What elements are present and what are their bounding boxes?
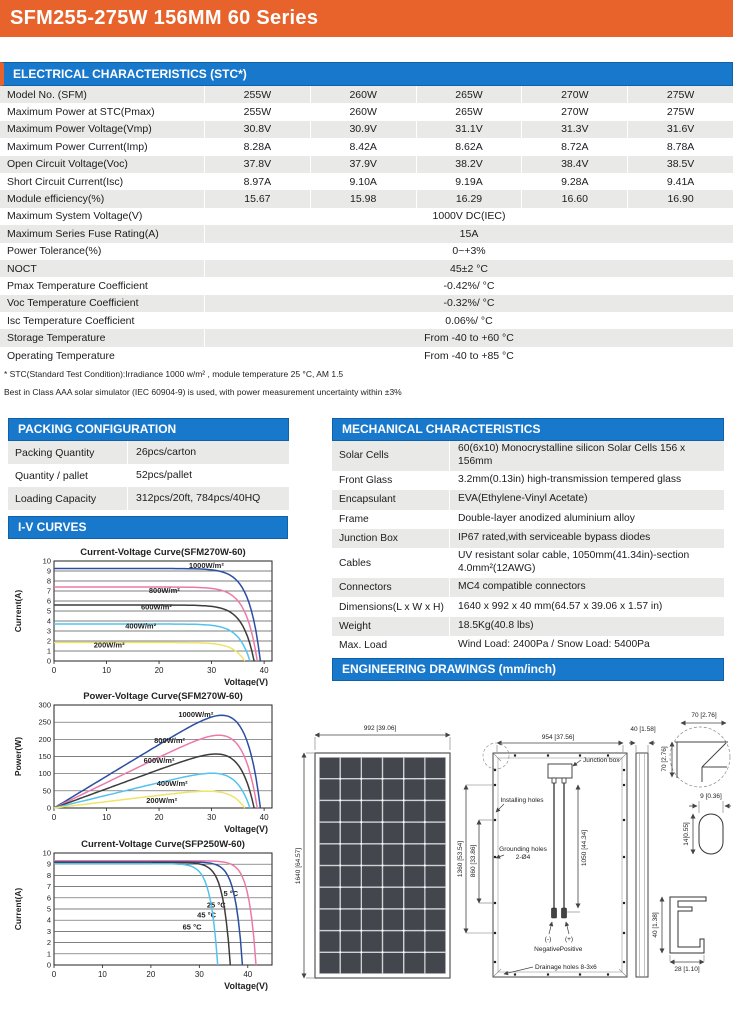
front-view-drawing — [295, 725, 450, 978]
cell-value: 38.5V — [666, 158, 695, 171]
chart-2 — [8, 836, 290, 1009]
row-label: NOCT — [0, 260, 205, 277]
cell-value: 8.62A — [417, 138, 523, 155]
cable-length-dim: 1050 [44.34] — [581, 829, 588, 867]
title-banner — [0, 0, 733, 37]
thickness-dim: 40 [1.58] — [630, 726, 656, 733]
y-tick-label: 4 — [46, 616, 51, 626]
table-row — [332, 529, 724, 548]
series-label: 45 °C — [197, 910, 217, 920]
row-label: Module efficiency(%) — [0, 190, 205, 207]
cell-value: 15.67 — [205, 190, 311, 207]
y-tick-label: 5 — [46, 606, 51, 616]
row-label: Max. Load — [332, 636, 450, 655]
table-row — [0, 312, 733, 329]
packing-section — [8, 418, 289, 510]
front-height-dim: 1640 [64.57] — [295, 847, 302, 885]
rear-width-dim: 954 [37.56] — [541, 734, 575, 741]
cell-value-span: 1000V DC(IEC) — [432, 210, 506, 223]
x-tick-label: 20 — [146, 970, 156, 979]
mechanical-section-header: MECHANICAL CHARACTERISTICS — [332, 418, 724, 441]
footnote-2: Best in Class AAA solar simulator (IEC 60904-9) is used, with power measurement uncertainty within ±3% — [4, 387, 402, 397]
row-value: 52pcs/pallet — [136, 468, 193, 481]
row-label: Weight — [332, 617, 450, 636]
positive-sign: (+) — [564, 936, 574, 943]
table-row — [0, 295, 733, 312]
table-row — [0, 121, 733, 138]
cell-value-span: 0.06%/ °C — [445, 314, 493, 327]
electrical-table-body — [0, 86, 733, 364]
x-tick-label: 40 — [259, 813, 269, 822]
row-label: Isc Temperature Coefficient — [0, 312, 205, 329]
frame-cross-section — [652, 897, 706, 973]
y-tick-label: 100 — [38, 769, 51, 779]
mc4-connector-positive — [562, 908, 567, 918]
table-row — [0, 277, 733, 294]
dim-860: 860 [33.86] — [470, 844, 477, 878]
mechanical-table-body — [332, 441, 724, 656]
chart-title: Current-Voltage Curve(SFM270W-60) — [80, 547, 246, 558]
cell-value: 255W — [205, 103, 311, 120]
y-tick-label: 9 — [46, 859, 51, 869]
x-tick-label: 0 — [51, 970, 57, 979]
table-row — [0, 243, 733, 260]
table-row — [0, 103, 733, 120]
table-row — [332, 441, 724, 471]
chart-iv-sfm270 — [8, 544, 290, 691]
x-tick-label: 30 — [207, 813, 217, 822]
table-row — [332, 471, 724, 490]
cell-value: 275W — [666, 88, 695, 101]
x-tick-label: 10 — [102, 813, 111, 822]
rear-view-drawing — [457, 734, 627, 977]
row-value: 26pcs/carton — [136, 445, 197, 458]
y-tick-label: 7 — [46, 882, 51, 892]
dim-1360: 1360 [53.54] — [457, 840, 464, 878]
y-tick-label: 1 — [46, 949, 51, 959]
cell-value: 8.28A — [205, 138, 311, 155]
cell-value: 16.60 — [522, 190, 628, 207]
x-tick-label: 20 — [154, 666, 164, 675]
cell-value-span: From -40 to +85 °C — [424, 349, 514, 362]
cell-value-span: 0~+3% — [452, 245, 486, 258]
chart-1 — [8, 688, 290, 839]
table-row — [0, 173, 733, 190]
chart-svg — [8, 688, 290, 834]
cell-value: 30.8V — [205, 121, 311, 138]
cell-value: 8.78A — [666, 140, 695, 153]
table-row — [332, 510, 724, 529]
y-tick-label: 3 — [46, 926, 51, 936]
row-label: Maximum Series Fuse Rating(A) — [0, 225, 205, 242]
series-label: 800W/m² — [154, 735, 185, 745]
cell-value: 30.9V — [311, 121, 417, 138]
grounding-holes-size: 2-Ø4 — [515, 854, 531, 861]
y-tick-label: 0 — [46, 960, 51, 970]
x-tick-label: 0 — [51, 813, 57, 822]
cell-value-span: -0.42%/ °C — [443, 279, 495, 292]
drainage-holes-label: Drainage holes 8-3x6 — [535, 964, 597, 971]
packing-section-header: PACKING CONFIGURATION — [8, 418, 289, 441]
chart-iv-sfp250 — [8, 836, 290, 1009]
series-label: 400W/m² — [156, 778, 188, 788]
junction-box — [548, 764, 572, 778]
y-tick-label: 8 — [46, 870, 51, 880]
y-tick-label: 2 — [46, 636, 51, 646]
table-row — [0, 190, 733, 207]
x-tick-label: 10 — [102, 666, 111, 675]
y-tick-label: 7 — [46, 586, 51, 596]
corner-detail-drawing — [661, 712, 730, 787]
row-label: Maximum Power Current(Imp) — [0, 138, 205, 155]
slot-width-dim: 9 [0.36] — [700, 793, 722, 800]
row-label: Power Tolerance(%) — [0, 243, 205, 260]
cell-value: 9.19A — [417, 173, 523, 190]
cell-value: 38.4V — [522, 156, 628, 173]
series-label: 65 °C — [182, 922, 202, 932]
y-tick-label: 50 — [42, 786, 51, 796]
cell-value: 37.8V — [205, 156, 311, 173]
table-row — [0, 86, 733, 103]
series-label: 5 °C — [223, 888, 239, 898]
cell-value: 265W — [417, 103, 523, 120]
table-row — [332, 548, 724, 578]
y-tick-label: 6 — [46, 596, 51, 606]
cell-value: 37.9V — [311, 156, 417, 173]
cell-value-span: 15A — [459, 227, 479, 240]
page-title: SFM255-275W 156MM 60 Series — [10, 7, 319, 29]
mounting-slot-detail — [683, 793, 731, 854]
y-tick-label: 150 — [38, 752, 51, 761]
cell-value-span: 45±2 °C — [450, 262, 488, 275]
table-row — [0, 138, 733, 155]
series-label: 25 °C — [206, 900, 226, 910]
cell-value: 9.28A — [522, 173, 628, 190]
row-value: IP67 rated,with serviceable bypass diodes — [458, 532, 651, 544]
cell-value: 8.42A — [311, 138, 417, 155]
engineering-drawings — [290, 700, 733, 1009]
cell-value: 260W — [311, 86, 417, 103]
row-value: UV resistant solar cable, 1050mm(41.34in)-section 4.0mm²(12AWG) — [458, 550, 690, 575]
series-label: 800W/m² — [148, 586, 180, 595]
row-label: Junction Box — [332, 529, 450, 548]
x-axis-label: Voltage(V) — [224, 824, 268, 834]
mc4-connector-negative — [552, 908, 557, 918]
electrical-section-header: ELECTRICAL CHARACTERISTICS (STC*) — [0, 62, 733, 86]
panel-rear-frame — [493, 753, 627, 977]
table-row — [332, 578, 724, 597]
cell-value: 16.90 — [667, 193, 694, 206]
row-value: 312pcs/20ft, 784pcs/40HQ — [136, 491, 261, 504]
cell-value-span: From -40 to +60 °C — [424, 332, 514, 345]
row-label: Front Glass — [332, 471, 450, 490]
x-tick-label: 40 — [259, 666, 269, 675]
cell-value: 9.41A — [666, 175, 695, 188]
table-row — [332, 636, 724, 655]
row-label: Quantity / pallet — [8, 464, 128, 487]
y-tick-label: 0 — [46, 803, 51, 813]
footnote-1: * STC(Standard Test Condition):Irradiance 1000 w/m² , module temperature 25 °C, AM 1.5 — [4, 369, 344, 379]
series-label: 1000W/m² — [188, 561, 224, 570]
cell-value: 9.10A — [311, 173, 417, 190]
table-row — [0, 208, 733, 225]
table-row — [332, 490, 724, 509]
series-label: 200W/m² — [146, 795, 178, 805]
table-row — [0, 329, 733, 346]
x-axis-label: Voltage(V) — [224, 677, 268, 686]
corner-height-dim: 70 [2.76] — [661, 746, 668, 772]
y-axis-label: Current(A) — [13, 589, 23, 633]
chart-title: Current-Voltage Curve(SFP250W-60) — [81, 839, 245, 850]
chart-title: Power-Voltage Curve(SFM270W-60) — [83, 691, 243, 702]
cell-value: 31.6V — [666, 123, 695, 136]
y-tick-label: 10 — [42, 556, 51, 566]
x-tick-label: 10 — [97, 970, 107, 979]
cell-value: 31.3V — [522, 121, 628, 138]
row-value: MC4 compatible connectors — [458, 581, 586, 593]
chart-pv-sfm270 — [8, 688, 290, 839]
engineering-section-header: ENGINEERING DRAWINGS (mm/inch) — [332, 658, 724, 681]
table-row — [8, 441, 289, 464]
row-label: Maximum Power Voltage(Vmp) — [0, 121, 205, 138]
cell-value: 255W — [205, 86, 311, 103]
negative-sign: (-) — [544, 936, 552, 943]
x-axis-label: Voltage(V) — [224, 981, 268, 991]
y-tick-label: 2 — [46, 938, 51, 948]
row-label: Voc Temperature Coefficient — [0, 295, 205, 312]
mechanical-section — [332, 418, 724, 656]
x-tick-label: 0 — [51, 666, 57, 675]
chart-svg — [8, 544, 290, 686]
cell-value: 275W — [666, 106, 695, 119]
y-axis-label: Current(A) — [13, 887, 23, 931]
x-tick-label: 30 — [194, 970, 204, 979]
cell-value: 31.1V — [417, 121, 523, 138]
y-tick-label: 1 — [46, 646, 51, 656]
row-value: 1640 x 992 x 40 mm(64.57 x 39.06 x 1.57 in) — [458, 600, 663, 612]
row-label: Pmax Temperature Coefficient — [0, 277, 205, 294]
table-row — [8, 487, 289, 510]
series-label: 400W/m² — [125, 621, 157, 631]
cell-value: 270W — [522, 86, 628, 103]
row-label: Loading Capacity — [8, 487, 128, 510]
cell-value: 260W — [311, 103, 417, 120]
y-tick-label: 10 — [42, 848, 51, 858]
cell-value: 265W — [417, 86, 523, 103]
row-label: Connectors — [332, 578, 450, 597]
y-tick-label: 0 — [46, 656, 51, 666]
series-label: 200W/m² — [93, 640, 125, 650]
y-tick-label: 8 — [46, 576, 51, 586]
installing-holes-label: Installing holes — [500, 797, 544, 804]
row-label: Open Circuit Voltage(Voc) — [0, 156, 205, 173]
y-tick-label: 6 — [46, 893, 51, 903]
profile-width-dim: 28 [1.10] — [674, 966, 700, 973]
y-tick-label: 200 — [38, 734, 51, 744]
cell-value: 8.72A — [522, 138, 628, 155]
row-value: 3.2mm(0.13in) high-transmission tempered glass — [458, 473, 682, 485]
row-label: Maximum Power at STC(Pmax) — [0, 103, 205, 120]
row-label: Maximum System Voltage(V) — [0, 208, 205, 225]
row-label: Frame — [332, 510, 450, 529]
table-row — [332, 597, 724, 616]
row-label: Model No. (SFM) — [0, 86, 205, 103]
series-label: 600W/m² — [141, 602, 172, 612]
y-tick-label: 300 — [38, 700, 51, 710]
profile-height-dim: 40 [1.38] — [652, 912, 659, 938]
chart-svg — [8, 836, 290, 1004]
row-value: Double-layer anodized aluminium alloy — [458, 512, 635, 524]
table-row — [8, 464, 289, 487]
table-row — [0, 347, 733, 364]
x-tick-label: 30 — [207, 666, 217, 675]
x-tick-label: 20 — [154, 813, 164, 822]
cell-value-span: -0.32%/ °C — [443, 297, 495, 310]
grounding-holes-label: Grounding holes — [499, 846, 547, 853]
row-label: Storage Temperature — [0, 329, 205, 346]
series-label: 600W/m² — [143, 756, 175, 766]
row-label: Packing Quantity — [8, 441, 128, 464]
table-row — [332, 617, 724, 636]
negative-label: Negative — [534, 946, 560, 953]
row-label: Operating Temperature — [0, 347, 205, 364]
row-label: Encapsulant — [332, 490, 450, 509]
side-profile-drawing — [629, 726, 656, 977]
row-label: Short Circuit Current(Isc) — [0, 173, 205, 190]
cell-value: 8.97A — [205, 173, 311, 190]
electrical-section — [0, 62, 733, 364]
packing-table-body — [8, 441, 289, 510]
junction-box-label: Junction box — [583, 757, 620, 764]
row-label: Solar Cells — [332, 441, 450, 471]
cell-value: 15.98 — [311, 190, 417, 207]
x-tick-label: 40 — [243, 970, 253, 979]
y-tick-label: 250 — [38, 717, 51, 727]
y-tick-label: 5 — [46, 904, 51, 914]
corner-width-dim: 70 [2.76] — [691, 712, 717, 719]
table-row — [0, 156, 733, 173]
row-value: Wind Load: 2400Pa / Snow Load: 5400Pa — [458, 639, 650, 651]
y-axis-label: Power(W) — [13, 736, 23, 777]
positive-label: Positive — [559, 946, 583, 953]
table-row — [0, 225, 733, 242]
row-value: 18.5Kg(40.8 lbs) — [458, 620, 534, 632]
cell-value: 270W — [522, 103, 628, 120]
row-value: EVA(Ethylene-Vinyl Acetate) — [458, 493, 588, 505]
chart-0 — [8, 544, 290, 691]
series-label: 1000W/m² — [178, 710, 214, 720]
table-row — [0, 260, 733, 277]
y-tick-label: 9 — [46, 566, 51, 576]
slot-height-dim: 14[0.55] — [683, 822, 690, 846]
iv-curves-section-header: I-V CURVES — [8, 516, 288, 539]
row-value: 60(6x10) Monocrystalline silicon Solar Cells 156 x 156mm — [458, 443, 686, 467]
row-label: Cables — [332, 548, 450, 578]
cell-value: 38.2V — [417, 156, 523, 173]
front-width-dim: 992 [39.06] — [363, 725, 397, 732]
cell-value: 16.29 — [417, 190, 523, 207]
row-label: Dimensions(L x W x H) — [332, 597, 450, 616]
y-tick-label: 4 — [46, 915, 51, 925]
y-tick-label: 3 — [46, 626, 51, 636]
